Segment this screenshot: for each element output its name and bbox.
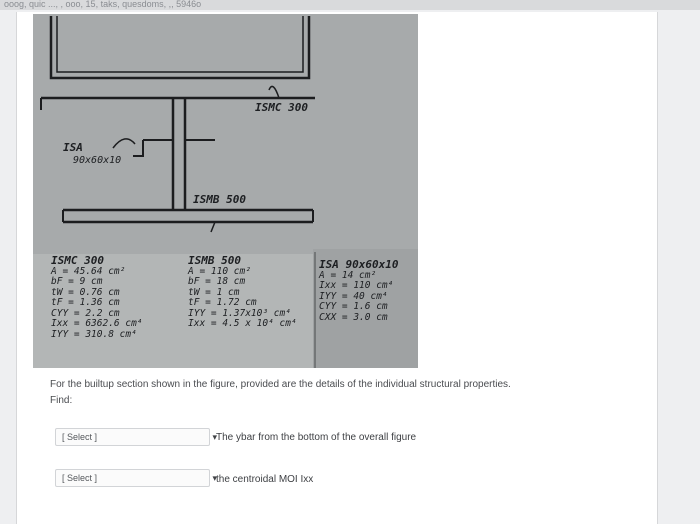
ismc-line: Ixx = 6362.6 cm⁴ bbox=[51, 318, 143, 329]
dropdown-moi[interactable] bbox=[55, 469, 217, 487]
ismc-line: tF = 1.36 cm bbox=[51, 297, 120, 308]
chevron-down-icon[interactable]: ▾ bbox=[212, 432, 217, 442]
ismb-properties bbox=[188, 256, 297, 330]
prompt-ybar: The ybar from the bottom of the overall figure bbox=[216, 432, 417, 443]
ismc-line: tW = 0.76 cm bbox=[51, 286, 120, 298]
ismb-line: Ixx = 4.5 x 10⁴ cm⁴ bbox=[188, 318, 297, 329]
label-angle: ISA bbox=[63, 141, 83, 154]
isa-line: Ixx = 110 cm⁴ bbox=[319, 280, 394, 291]
question-text bbox=[50, 377, 610, 409]
question-figure bbox=[33, 14, 418, 368]
browser-url-bar[interactable]: ooog, quic ..., , ooo, 15, taks, quesdoms, ,, 5946o bbox=[0, 0, 700, 10]
label-angle-size: 90x60x10 bbox=[73, 155, 122, 166]
dropdown-ybar[interactable] bbox=[55, 428, 217, 446]
isa-properties bbox=[319, 260, 398, 323]
label-channel: ISMC 300 bbox=[255, 101, 308, 114]
ismc-line: bF = 9 cm bbox=[51, 276, 103, 287]
isa-line: CXX = 3.0 cm bbox=[319, 311, 388, 323]
ismc-line: IYY = 310.8 cm⁴ bbox=[51, 328, 137, 340]
dropdown-moi-value: [ Select ] bbox=[62, 473, 98, 483]
chevron-down-icon[interactable]: ▾ bbox=[212, 473, 217, 483]
ismb-title: ISMB 500 bbox=[188, 254, 241, 267]
isa-title: ISA 90x60x10 bbox=[319, 258, 399, 271]
isa-line: IYY = 40 cm⁴ bbox=[319, 290, 388, 302]
dropdown-ybar-value: [ Select ] bbox=[62, 432, 98, 442]
ismb-line: tF = 1.72 cm bbox=[188, 297, 257, 308]
ismb-line: bF = 18 cm bbox=[188, 276, 246, 287]
ismc-title: ISMC 300 bbox=[51, 254, 104, 267]
question-find-label: Find: bbox=[50, 395, 73, 406]
ismb-line: IYY = 1.37x10³ cm⁴ bbox=[188, 307, 291, 319]
ismc-line: CYY = 2.2 cm bbox=[51, 307, 120, 319]
ismb-line: tW = 1 cm bbox=[188, 286, 240, 298]
isa-line: CYY = 1.6 cm bbox=[319, 301, 388, 312]
ismc-line: A = 45.64 cm² bbox=[51, 265, 126, 277]
ismc-properties bbox=[51, 256, 143, 340]
isa-line: A = 14 cm² bbox=[319, 269, 377, 281]
prompt-moi: the centroidal MOI Ixx bbox=[216, 474, 314, 485]
label-beam: ISMB 500 bbox=[193, 193, 246, 206]
question-statement: For the builtup section shown in the figure, provided are the details of the individual structural properties. bbox=[50, 379, 511, 390]
ismb-line: A = 110 cm² bbox=[188, 265, 251, 277]
